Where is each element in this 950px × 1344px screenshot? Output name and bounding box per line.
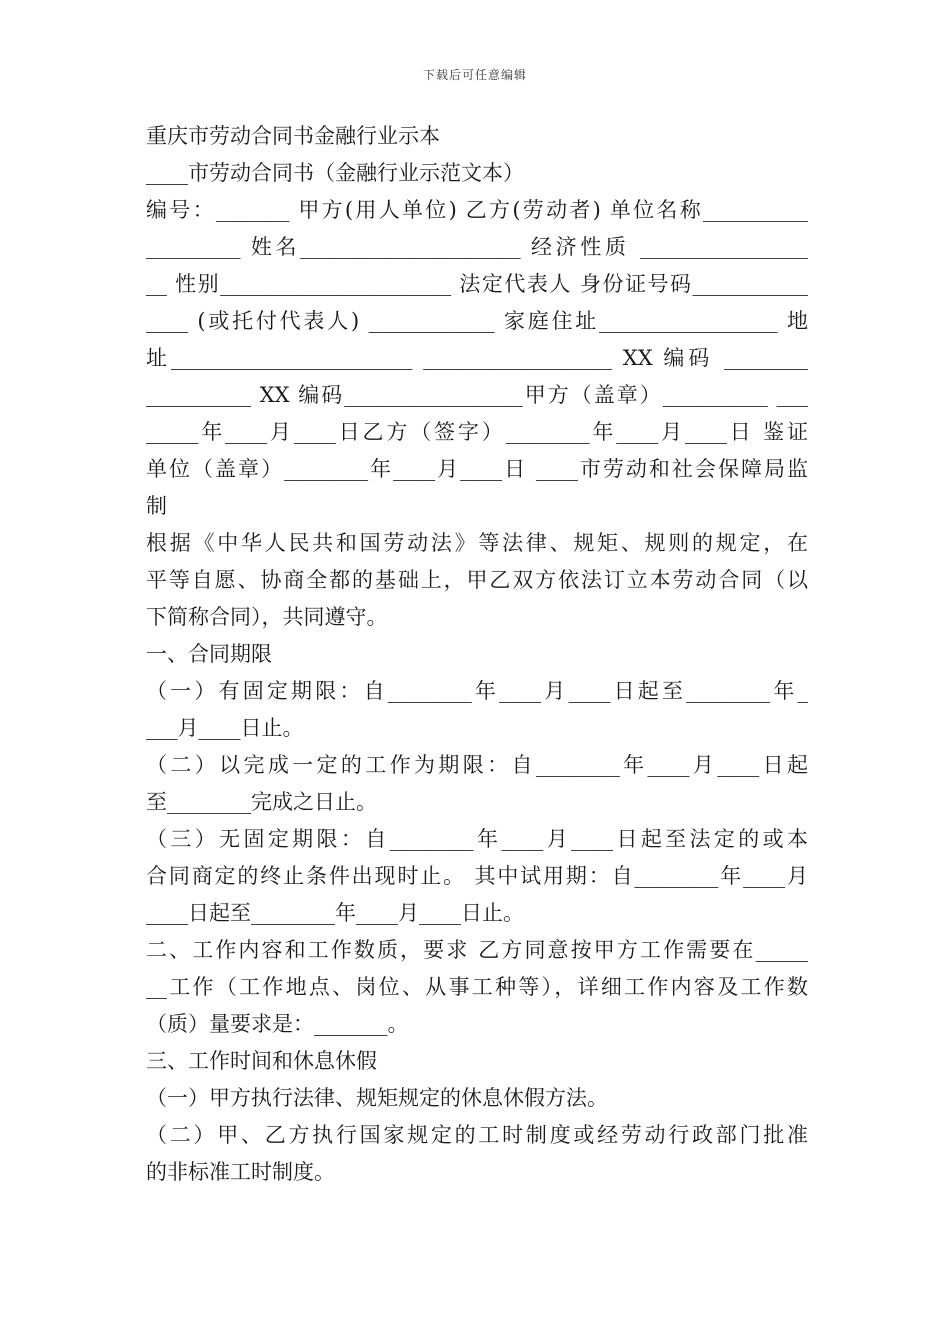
paragraph-line: （一）有固定期限：自________年____月____日起至________年_ [146, 679, 808, 703]
paragraph-line: 至________完成之日止。 [146, 790, 377, 814]
page-header-note: 下载后可任意编辑 [422, 68, 527, 82]
document-body [146, 118, 808, 1191]
form-line: 单位（盖章）________年____月____日 ____市劳动和社会保障局监 [146, 457, 808, 481]
paragraph-line: ____日起至________年____月____日止。 [146, 901, 524, 925]
paragraph-line: 下简称合同），共同遵守。 [146, 605, 388, 629]
form-line: 制 [146, 494, 167, 518]
paragraph-line: ___月____日止。 [146, 716, 304, 740]
form-line: 址_______________________ __________________ XX 编码 ________ [146, 346, 808, 370]
paragraph-line: （二）以完成一定的工作为期限：自________年____月____日起 [146, 753, 808, 777]
paragraph-line: 平等自愿、协商全都的基础上，甲乙双方依法订立本劳动合同（以 [146, 568, 808, 592]
document-title: 重庆市劳动合同书金融行业示本 [146, 124, 440, 148]
form-line: 编号：_______ 甲方(用人单位) 乙方(劳动者) 单位名称__________ [146, 198, 808, 222]
paragraph-line: 合同商定的终止条件出现时止。 其中试用期：自________年____月 [146, 864, 808, 888]
paragraph-line: 的非标准工时制度。 [146, 1160, 335, 1184]
form-line: __________ XX 编码_________________甲方（盖章）__________ ___ [146, 383, 808, 407]
paragraph-line: 根据《中华人民共和国劳动法》等法律、规矩、规则的规定，在 [146, 531, 808, 555]
paragraph-line: （一）甲方执行法律、规矩规定的休息休假方法。 [146, 1086, 608, 1110]
section-heading: 一、合同期限 [146, 642, 272, 666]
contract-subtitle: ____市劳动合同书（金融行业示范文本） [146, 161, 524, 185]
form-line: ____ (或托付代表人) ____________ 家庭住址_________________ 地 [146, 309, 808, 333]
form-line: _____年____月____日乙方（签字）________年____月____日 鉴证 [146, 420, 808, 444]
paragraph-line: （三）无固定期限：自________年____月____日起至法定的或本 [146, 827, 808, 851]
section-heading: 三、工作时间和休息休假 [146, 1049, 377, 1073]
form-line: _________ 姓名_____________________ 经济性质 ________________ [146, 235, 808, 259]
paragraph-line: （质）量要求是：_______。 [146, 1012, 409, 1036]
paragraph-line: （二）甲、乙方执行国家规定的工时制度或经劳动行政部门批准 [146, 1123, 808, 1147]
form-line: __ 性别______________________ 法定代表人 身份证号码___________ [146, 272, 808, 296]
section-heading: 二、工作内容和工作数质，要求 乙方同意按甲方工作需要在_____ [146, 938, 808, 962]
paragraph-line: __工作（工作地点、岗位、从事工种等），详细工作内容及工作数 [146, 975, 808, 999]
